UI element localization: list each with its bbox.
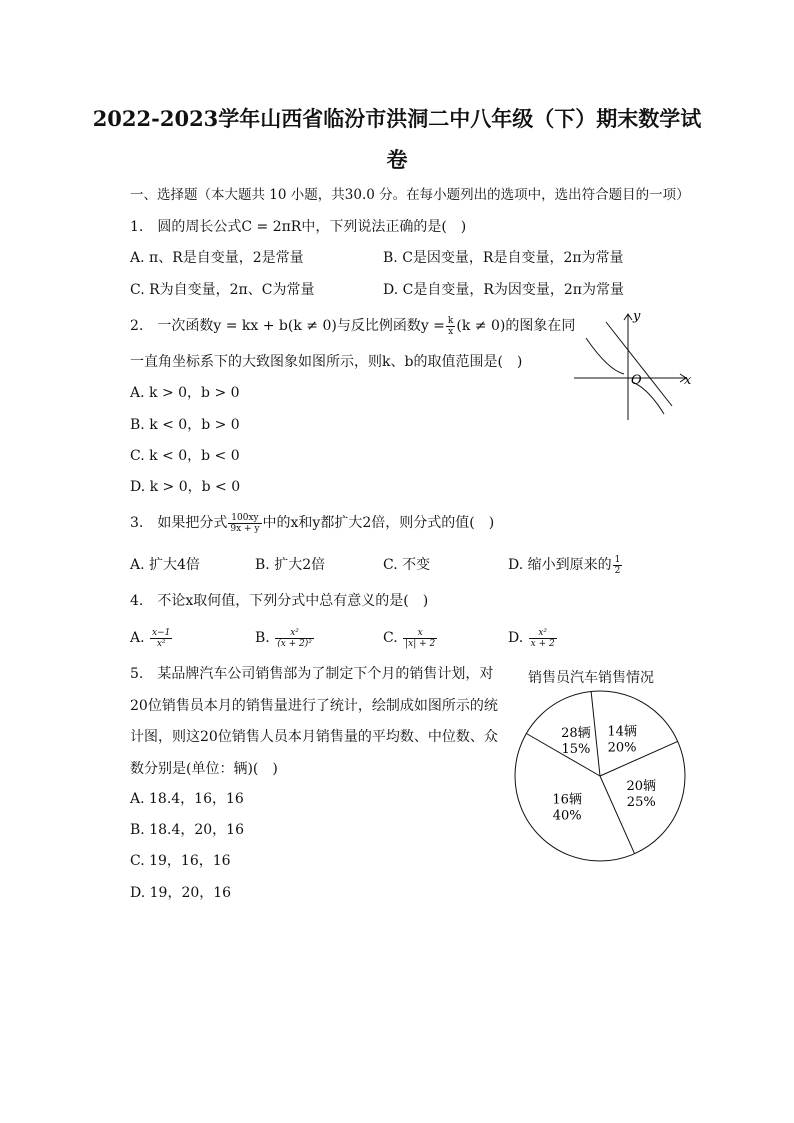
q4-option-a-label: A. xyxy=(130,630,145,646)
q4-option-c-num: x xyxy=(403,628,437,639)
pie-slice-category-label: 20辆 xyxy=(626,778,657,794)
origin-label: O xyxy=(631,373,642,388)
linear-function-line xyxy=(606,322,672,406)
q4-option-d xyxy=(508,624,558,652)
q2-option-b: B. k < 0，b > 0 xyxy=(130,417,240,433)
q4-option-d-fraction xyxy=(529,628,557,649)
q1-option-d: D. C是自变量，R为因变量，2π为常量 xyxy=(383,282,624,298)
q4-option-c-fraction xyxy=(403,628,437,649)
y-axis-label: y xyxy=(633,309,641,324)
q3-option-b: B. 扩大2倍 xyxy=(255,557,326,573)
q4-option-b xyxy=(255,624,315,652)
q5-option-c: C. 19，16，16 xyxy=(130,853,231,869)
q4-option-a-fraction xyxy=(150,628,172,649)
pie-slice-category-label: 14辆 xyxy=(607,724,637,740)
q1-stem: 1. 圆的周长公式C = 2πR中，下列说法正确的是( ) xyxy=(130,219,467,235)
q5-stem-line3: 计图，则这20位销售人员本月销售量的平均数、中位数、众 xyxy=(130,729,498,745)
q5-option-d: D. 19，20，16 xyxy=(130,885,232,901)
q4-option-b-num: x² xyxy=(275,628,314,639)
q4-option-b-fraction xyxy=(275,628,314,649)
q5-stem-line1: 5. 某品牌汽车公司销售部为了制定下个月的销售计划，对 xyxy=(130,666,494,682)
sales-pie-chart xyxy=(505,690,695,870)
q2-option-a: A. k > 0，b > 0 xyxy=(130,385,240,401)
q3-option-d-text: D. 缩小到原来的 xyxy=(508,557,612,573)
q3-option-d-fraction xyxy=(613,555,623,576)
pie-slice-percent-label: 40% xyxy=(552,808,582,824)
q2-stem-line2: 一直角坐标系下的大致图象如图所示，则k、b的取值范围是( ) xyxy=(130,354,523,370)
q1-option-b: B. C是因变量，R是自变量，2π为常量 xyxy=(383,250,624,266)
q4-stem: 4. 不论x取何值，下列分式中总有意义的是( ) xyxy=(130,593,429,609)
q2-stem-part1: 2. 一次函数y = kx + b(k ≠ 0)与反比例函数y = xyxy=(130,318,445,334)
q4-option-c-den: |x| + 2 xyxy=(405,638,436,649)
q2-fraction-den: x xyxy=(448,326,454,337)
page-title-continued: 卷 xyxy=(386,147,408,172)
q5-stem-line4: 数分别是(单位：辆)( ) xyxy=(130,761,278,777)
q3-stem-part1: 3. 如果把分式 xyxy=(130,515,228,531)
x-axis-label: x xyxy=(684,373,692,388)
q5-stem-line2: 20位销售员本月的销售量进行了统计，绘制成如图所示的统 xyxy=(130,698,498,714)
q4-option-b-label: B. xyxy=(255,630,270,646)
q3-option-d-fraction-num: 1 xyxy=(614,554,621,565)
q4-option-a-den: x² xyxy=(156,638,166,649)
q3-stem-part2: 中的x和y都扩大2倍，则分式的值( ) xyxy=(262,515,495,531)
page-title: 2022-2023学年山西省临汾市洪洞二中八年级（下）期末数学试 xyxy=(92,106,702,131)
hyperbola-branch-upper-left xyxy=(586,338,624,374)
q5-option-b: B. 18.4，20，16 xyxy=(130,822,244,838)
chart-title: 销售员汽车销售情况 xyxy=(528,670,654,686)
pie-slice-category-label: 28辆 xyxy=(561,725,591,741)
q2-function-graph xyxy=(568,308,698,426)
q2-stem xyxy=(130,313,575,339)
q3-stem xyxy=(130,508,494,538)
q4-option-a xyxy=(130,624,173,652)
q4-option-c xyxy=(383,624,438,652)
q4-option-a-num: x−1 xyxy=(152,627,171,638)
q4-option-b-den: (x + 2)² xyxy=(277,638,312,649)
q2-fraction-num: k xyxy=(447,315,454,326)
section-heading: 一、选择题（本大题共 10 小题，共30.0 分。在每小题列出的选项中，选出符合题目的一项） xyxy=(130,187,690,203)
q4-option-c-label: C. xyxy=(383,630,398,646)
q3-fraction xyxy=(228,513,261,534)
q3-fraction-num: 100xy xyxy=(228,513,261,524)
pie-slice-category-label: 16辆 xyxy=(552,792,582,808)
q2-stem-part2: (k ≠ 0)的图象在同 xyxy=(456,318,576,334)
pie-slice-percent-label: 15% xyxy=(561,741,591,757)
q1-option-c: C. R为自变量，2π、C为常量 xyxy=(130,282,315,298)
q4-option-d-den: x + 2 xyxy=(530,638,555,649)
pie-slice-percent-label: 25% xyxy=(626,794,656,810)
pie-slice-percent-label: 20% xyxy=(607,740,637,756)
q3-option-d xyxy=(508,552,623,578)
q3-option-c: C. 不变 xyxy=(383,557,431,573)
q3-fraction-den: 9x + y xyxy=(230,523,260,534)
q4-option-d-label: D. xyxy=(508,630,524,646)
q4-option-d-num: x² xyxy=(529,628,557,639)
q1-option-a: A. π、R是自变量，2是常量 xyxy=(130,250,304,266)
q2-fraction xyxy=(446,316,455,337)
q3-option-a: A. 扩大4倍 xyxy=(130,557,200,573)
q3-option-d-fraction-den: 2 xyxy=(614,565,621,576)
q5-option-a: A. 18.4，16，16 xyxy=(130,791,244,807)
q2-option-d: D. k > 0，b < 0 xyxy=(130,479,241,495)
q2-option-c: C. k < 0，b < 0 xyxy=(130,448,240,464)
pie-slice-boundary xyxy=(591,691,600,776)
